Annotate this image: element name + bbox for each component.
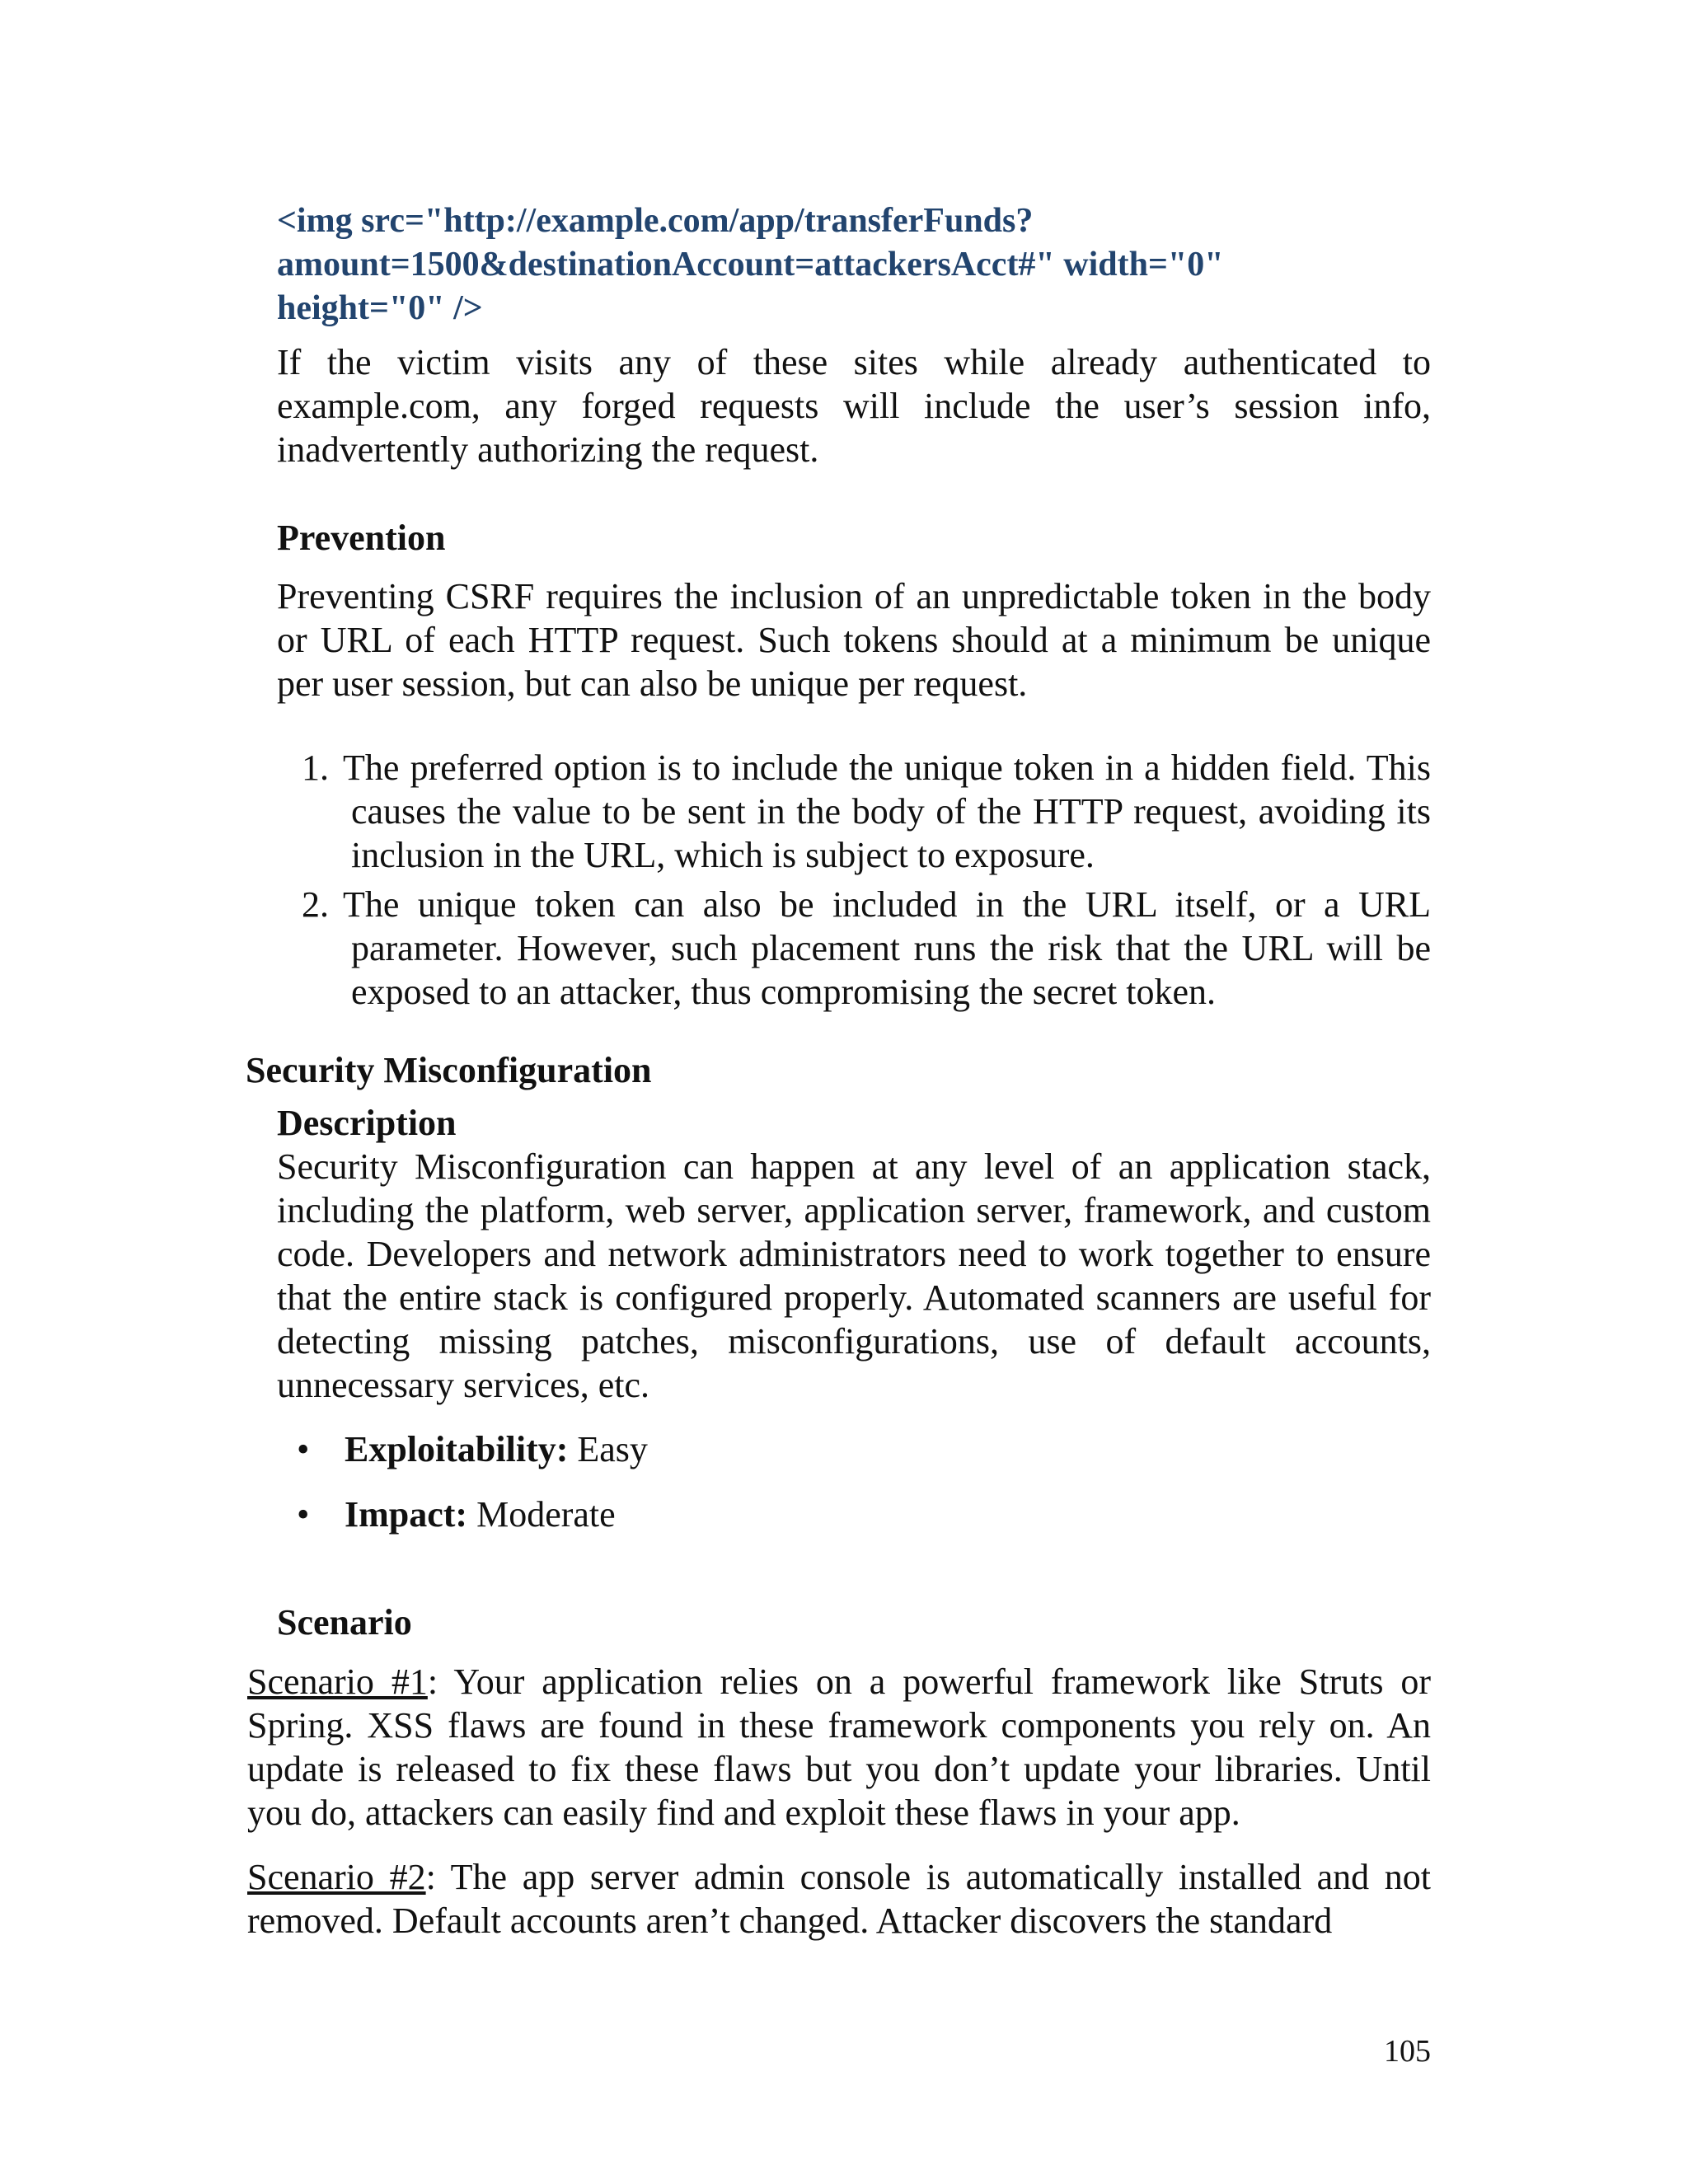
prevention-paragraph: Preventing CSRF requires the inclusion of an unpredictable token in the body or URL of each HTTP request. Such tokens should at a minimum be unique per user session, but can also be unique per request.	[277, 576, 1431, 704]
page-number: 105	[1384, 2034, 1431, 2069]
bullet-icon: •	[297, 1494, 310, 1535]
description-heading: Description	[277, 1103, 457, 1143]
prevention-item-2	[302, 883, 1431, 1014]
bullet-value: Moderate	[476, 1494, 616, 1535]
code-line-2: amount=1500&destinationAccount=attackersAcct#" width="0"	[277, 246, 1224, 284]
bullet-label: Exploitability:	[345, 1429, 569, 1469]
bullet-icon: •	[297, 1429, 310, 1469]
prevention-heading: Prevention	[277, 518, 446, 558]
list-item-text: The preferred option is to include the unique token in a hidden field. This causes the value to be sent in the body of the HTTP request, avoiding its inclusion in the URL, which is subject to exposure.	[343, 748, 1431, 875]
code-line-1: <img src="http://example.com/app/transferFunds?	[277, 202, 1034, 240]
scenario-label: Scenario #1	[247, 1661, 428, 1702]
scenario-heading: Scenario	[277, 1602, 412, 1643]
intro-paragraph: If the victim visits any of these sites while already authenticated to example.com, any forged requests will include the user’s session info, inadvertently authorizing the request.	[277, 342, 1431, 470]
scenario-text: : The app server admin console is automatically installed and not removed. Default accounts aren’t changed. Attacker discovers the standard	[247, 1857, 1431, 1941]
code-line-3: height="0" />	[277, 289, 483, 327]
list-number: 1.	[302, 748, 329, 788]
code-snippet	[277, 199, 1431, 330]
list-number: 2.	[302, 884, 329, 925]
section-heading: Security Misconfiguration	[246, 1050, 652, 1090]
description-paragraph: Security Misconfiguration can happen at any level of an application stack, including the platform, web server, application server, framework, and custom code. Developers and network administrators need to work together to ensure that the entire stack is configured properly. Automated scanners are useful for detecting missing patches, misconfigurations, use of default accounts, unnecessary services, etc.	[277, 1146, 1431, 1405]
scenario-1	[247, 1660, 1431, 1835]
scenario-2	[247, 1855, 1431, 1943]
scenario-text: : Your application relies on a powerful framework like Struts or Spring. XSS flaws are found in these framework components you rely on. An update is released to fix these flaws but you don’t update your libraries. Until you do, attackers can easily find and exploit these flaws in your app.	[247, 1661, 1431, 1833]
scenario-label: Scenario #2	[247, 1857, 426, 1897]
bullet-label: Impact:	[345, 1494, 468, 1535]
bullet-value: Easy	[577, 1429, 648, 1469]
list-item-text: The unique token can also be included in the URL itself, or a URL parameter. However, such placement runs the risk that the URL will be exposed to an attacker, thus compromising the secret token.	[343, 884, 1431, 1012]
prevention-item-1	[302, 746, 1431, 877]
